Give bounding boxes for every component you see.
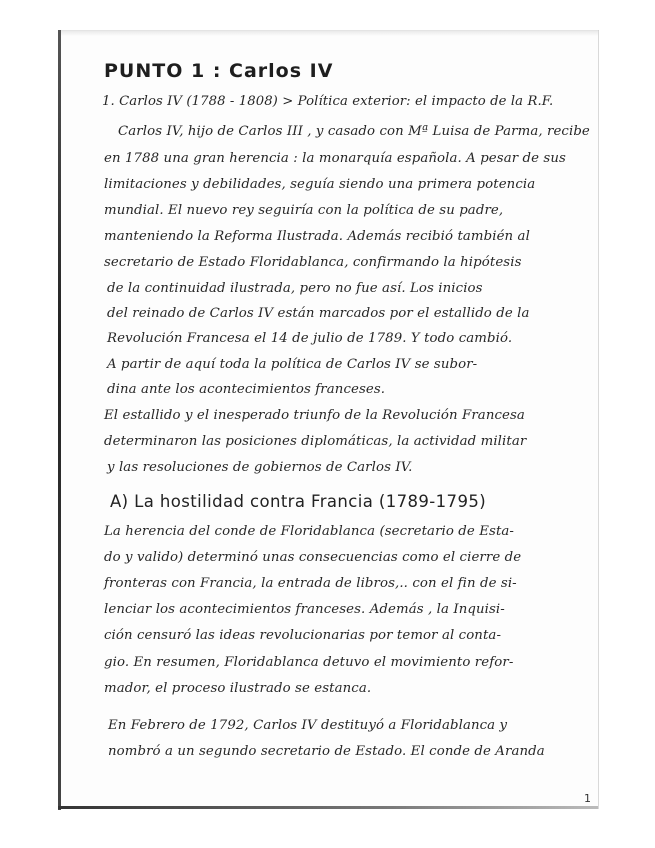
paragraph-3-line: lenciar los acontecimientos franceses. Además , la Inquisi-	[104, 602, 505, 617]
paragraph-1-line: secretario de Estado Floridablanca, confirmando la hipótesis	[104, 255, 522, 270]
paragraph-1-line: dina ante los acontecimientos franceses.	[107, 382, 386, 397]
paragraph-3-line: La herencia del conde de Floridablanca (secretario de Esta-	[104, 524, 515, 539]
paragraph-4-line: nombró a un segundo secretario de Estado. El conde de Aranda	[108, 744, 545, 759]
paragraph-1-line: Carlos IV, hijo de Carlos III , y casado con Mª Luisa de Parma, recibe	[118, 124, 590, 139]
paragraph-3-line: ción censuró las ideas revolucionarias por temor al conta-	[104, 628, 502, 643]
paragraph-1-line: A partir de aquí toda la política de Carlos IV se subor-	[107, 357, 478, 372]
heading-carlos-iv: 1. Carlos IV (1788 - 1808) > Política exterior: el impacto de la R.F.	[102, 94, 554, 109]
paragraph-3-line: mador, el proceso ilustrado se estanca.	[104, 681, 372, 696]
sheet-bottom-edge	[58, 806, 598, 809]
sheet-left-edge	[58, 30, 61, 810]
paragraph-2-line: y las resoluciones de gobiernos de Carlos IV.	[107, 460, 413, 475]
paragraph-2-line: determinaron las posiciones diplomáticas, la actividad militar	[104, 434, 527, 449]
paragraph-3-line: do y valido) determinó unas consecuencias como el cierre de	[104, 550, 522, 565]
paragraph-3-line: gio. En resumen, Floridablanca detuvo el movimiento refor-	[104, 655, 514, 670]
paragraph-1-line: en 1788 una gran herencia : la monarquía española. A pesar de sus	[104, 151, 566, 166]
paragraph-1-line: manteniendo la Reforma Ilustrada. Además recibió también al	[104, 229, 530, 244]
section-heading-a: A) La hostilidad contra Francia (1789-1795)	[110, 492, 487, 511]
sheet-top-shadow	[61, 30, 598, 36]
page-title: PUNTO 1 : Carlos IV	[104, 60, 334, 82]
paragraph-1-line: de la continuidad ilustrada, pero no fue así. Los inicios	[107, 281, 483, 296]
paragraph-1-line: mundial. El nuevo rey seguiría con la política de su padre,	[104, 203, 504, 218]
paragraph-1-line: del reinado de Carlos IV están marcados por el estallido de la	[107, 306, 530, 321]
paragraph-1-line: limitaciones y debilidades, seguía siendo una primera potencia	[104, 177, 536, 192]
paragraph-1-line: Revolución Francesa el 14 de julio de 1789. Y todo cambió.	[107, 331, 513, 346]
paragraph-4-line: En Febrero de 1792, Carlos IV destituyó a Floridablanca y	[108, 718, 508, 733]
paragraph-2-line: El estallido y el inesperado triunfo de la Revolución Francesa	[104, 408, 525, 423]
paragraph-3-line: fronteras con Francia, la entrada de libros,.. con el fin de si-	[104, 576, 517, 591]
page-number: 1	[584, 792, 591, 805]
